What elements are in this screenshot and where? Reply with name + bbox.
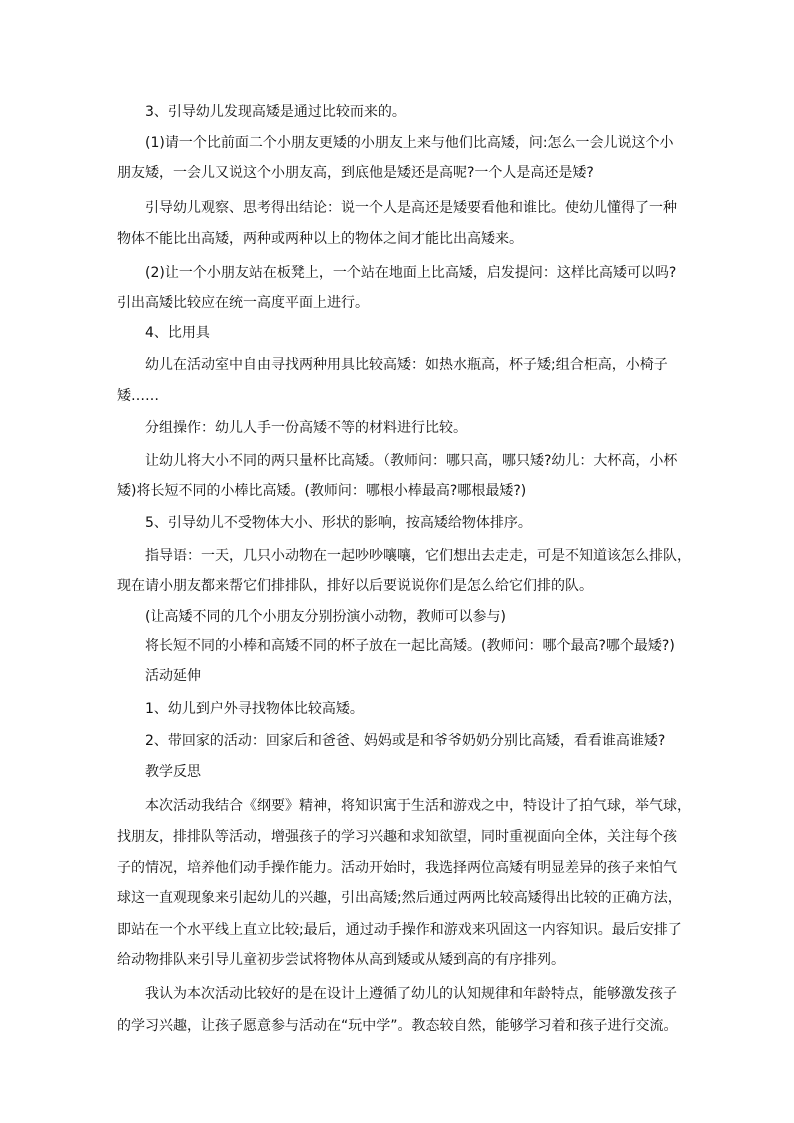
list-item: 1、幼儿到户外寻找物体比较高矮。	[145, 701, 364, 717]
paragraph-line: 矮)将长短不同的小棒比高矮。(教师问：哪根小棒最高?哪根最矮?)	[117, 483, 527, 499]
paragraph-line: 幼儿在活动室中自由寻找两种用具比较高矮：如热水瓶高，杯子矮;组合柜高，小椅子	[145, 357, 668, 373]
paragraph-line: 我认为本次活动比较好的是在设计上遵循了幼儿的认知规律和年龄特点，能够激发孩子	[145, 986, 677, 1002]
paragraph-line: 本次活动我结合《纲要》精神，将知识寓于生活和游戏之中，特设计了拍气球，举气球，	[145, 798, 691, 814]
paragraph-line: 分组操作：幼儿人手一份高矮不等的材料进行比较。	[145, 420, 467, 436]
paragraph-line: (让高矮不同的几个小朋友分别扮演小动物，教师可以参与)	[145, 609, 506, 625]
paragraph-line: 即站在一个水平线上直立比较;最后，通过动手操作和游戏来巩固这一内容知识。最后安排了	[117, 922, 682, 938]
section-heading-reflection: 教学反思	[145, 764, 201, 780]
paragraph-line: 球这一直观现象来引起幼儿的兴趣，引出高矮;然后通过两两比较高矮得出比较的正确方法，	[117, 890, 682, 906]
paragraph-line: 朋友矮，一会儿又说这个小朋友高，到底他是矮还是高呢?一个人是高还是矮?	[117, 165, 594, 181]
section-heading-4: 4、比用具	[145, 325, 210, 341]
paragraph-line: 矮……	[117, 388, 159, 404]
paragraph-line: 指导语：一天，几只小动物在一起吵吵嚷嚷，它们想出去走走，可是不知道该怎么排队，	[145, 548, 691, 564]
paragraph-line: 给动物排队来引导儿童初步尝试将物体从高到矮或从矮到高的有序排列。	[117, 952, 565, 968]
section-heading-3: 3、引导幼儿发现高矮是通过比较而来的。	[145, 104, 406, 120]
section-heading-extension: 活动延伸	[145, 668, 201, 684]
paragraph-line: (1)请一个比前面二个小朋友更矮的小朋友上来与他们比高矮，问:怎么一会儿说这个小	[145, 135, 674, 151]
paragraph-line: 找朋友，排排队等活动，增强孩子的学习兴趣和求知欲望，同时重视面向全体，关注每个孩	[117, 829, 677, 845]
paragraph-line: 现在请小朋友都来帮它们排排队，排好以后要说说你们是怎么给它们排的队。	[117, 578, 593, 594]
paragraph-line: 引出高矮比较应在统一高度平面上进行。	[117, 295, 369, 311]
paragraph-line: 的学习兴趣，让孩子愿意参与活动在“玩中学”。教态较自然，能够学习着和孩子进行交流。	[117, 1018, 678, 1034]
paragraph-line: (2)让一个小朋友站在板凳上，一个站在地面上比高矮，启发提问：这样比高矮可以吗?	[145, 265, 677, 281]
paragraph-line: 引导幼儿观察、思考得出结论：说一个人是高还是矮要看他和谁比。使幼儿懂得了一种	[145, 200, 677, 216]
paragraph-line: 物体不能比出高矮，两种或两种以上的物体之间才能比出高矮来。	[117, 231, 523, 247]
paragraph-line: 让幼儿将大小不同的两只量杯比高矮。（教师问：哪只高，哪只矮?幼儿：大杯高，小杯	[145, 453, 678, 469]
paragraph-line: 子的情况，培养他们动手操作能力。活动开始时，我选择两位高矮有明显差异的孩子来怕气	[117, 860, 677, 876]
list-item: 2、带回家的活动：回家后和爸爸、妈妈或是和爷爷奶奶分别比高矮，看看谁高谁矮?	[145, 733, 666, 749]
section-heading-5: 5、引导幼儿不受物体大小、形状的影响，按高矮给物体排序。	[145, 515, 532, 531]
paragraph-line: 将长短不同的小棒和高矮不同的杯子放在一起比高矮。(教师问：哪个最高?哪个最矮?)	[145, 638, 675, 654]
